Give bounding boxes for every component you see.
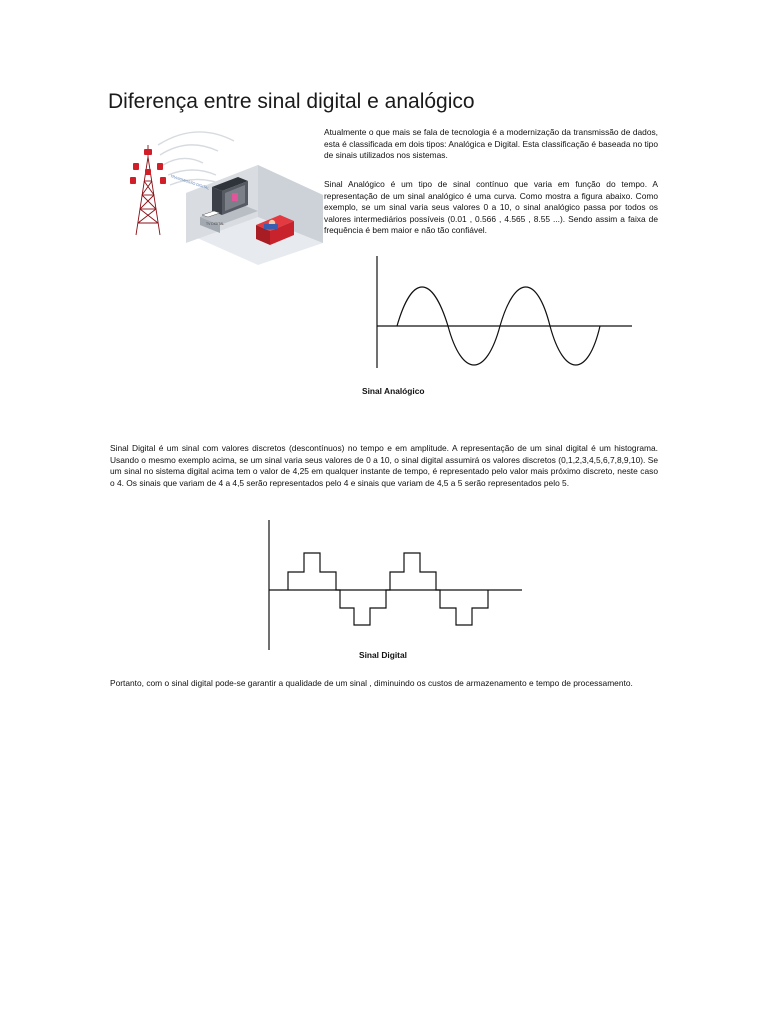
- broadcast-tower-icon: [136, 145, 160, 235]
- digital-signal-figure: [262, 518, 528, 652]
- digital-tv-illustration: [108, 125, 323, 270]
- svg-text:TV DIGITAL: TV DIGITAL: [206, 222, 225, 226]
- page-title: Diferença entre sinal digital e analógico: [108, 90, 475, 113]
- digital-caption: Sinal Digital: [359, 650, 407, 660]
- svg-text:TRANSMISSÃO DIGITAL: TRANSMISSÃO DIGITAL: [169, 174, 210, 191]
- analog-caption: Sinal Analógico: [362, 386, 425, 396]
- analog-signal-figure: [360, 254, 640, 368]
- analog-paragraph: Sinal Analógico é um tipo de sinal contínuo que varia em função do tempo. A representação de um sinal analógico é uma curva. Como mostra a figura abaixo. Como exemplo, se um sinal varia seus valores 0 a 10, o sinal analógico passa por todos os valores intermediários possíveis (0.01 , 0.566 , 4.565 , 8.55 ...). Sendo assim a faixa de frequência é bem maior e não tão confiável.: [324, 179, 658, 236]
- intro-paragraph: Atualmente o que mais se fala de tecnologia é a modernização da transmissão de dados, esta é classificada em dois tipos: Analógica e Digital. Esta classificação é baseada no tipo de sinais utilizados nos sistemas.: [324, 127, 658, 161]
- radio-waves-icon: [158, 132, 234, 187]
- conclusion-paragraph: Portanto, com o sinal digital pode-se garantir a qualidade de um sinal , diminuindo os custos de armazenamento e tempo de processamento.: [110, 678, 633, 688]
- digital-step-wave: [288, 553, 488, 625]
- digital-paragraph: Sinal Digital é um sinal com valores discretos (descontínuos) no tempo e em amplitude. A representação de um sinal digital é um histograma. Usando o mesmo exemplo acima, se um sinal varia seus valores de 0 a 10, o sinal digital assumirá os valores discretos (0,1,2,3,4,5,6,7,8,9,10). Se um sinal no sistema digital acima tem o valor de 4,25 em qualquer instante de tempo, é representado pelo valor mais próximo discreto, neste caso o 4. Os sinais que variam de 4 a 4,5 serão representados pelo 4 e sinais que variam de 4,5 a 5 serão representados pelo 5.: [110, 443, 658, 488]
